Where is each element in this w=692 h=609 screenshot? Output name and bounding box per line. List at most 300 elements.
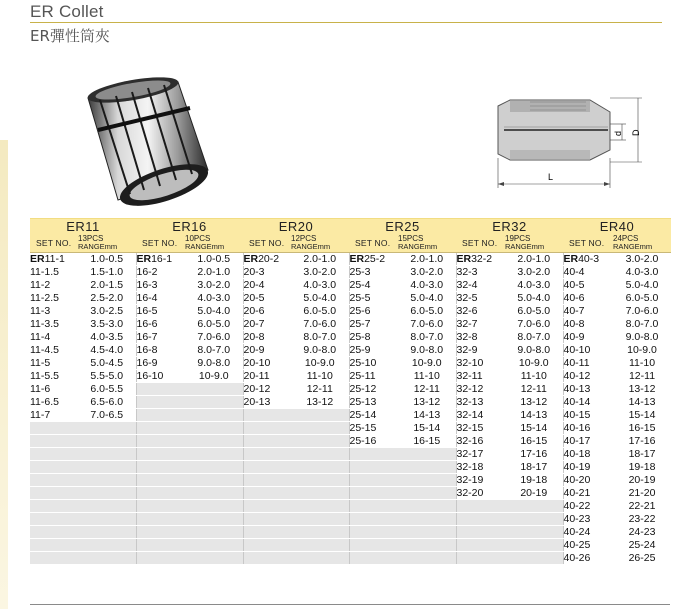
set-number-cell: 20-8 <box>243 331 291 344</box>
set-number-cell: 25-8 <box>349 331 398 344</box>
set-number-cell: 11-1.5 <box>30 266 78 279</box>
empty-cell <box>291 500 349 513</box>
range-cell: 7.0-6.0 <box>398 318 456 331</box>
range-unit-label: RANGEmm <box>398 242 438 252</box>
set-number-cell: 25-11 <box>349 370 398 383</box>
set-number-cell: 32-20 <box>456 487 505 500</box>
group-header-er40: ER40 <box>563 219 671 235</box>
set-number-cell: 11-3.5 <box>30 318 78 331</box>
empty-cell <box>349 513 398 526</box>
set-number-cell: 16-8 <box>136 344 185 357</box>
set-number-cell: 25-12 <box>349 383 398 396</box>
set-number-cell: 20-6 <box>243 305 291 318</box>
empty-cell <box>136 526 185 539</box>
empty-cell <box>243 552 291 565</box>
range-cell: 15-14 <box>505 422 563 435</box>
set-number-cell: 16-4 <box>136 292 185 305</box>
range-cell: 26-25 <box>613 552 671 565</box>
range-cell: 15-14 <box>398 422 456 435</box>
range-cell: 3.0-2.0 <box>185 279 243 292</box>
empty-cell <box>136 474 185 487</box>
range-cell: 23-22 <box>613 513 671 526</box>
empty-cell <box>243 539 291 552</box>
set-number-cell: 25-15 <box>349 422 398 435</box>
set-no-header: SET NO. <box>456 235 505 253</box>
empty-cell <box>136 513 185 526</box>
range-cell: 4.0-3.5 <box>78 331 136 344</box>
range-unit-label: RANGEmm <box>291 242 331 252</box>
empty-cell <box>243 526 291 539</box>
pcs-count: 24PCS <box>613 234 639 244</box>
table-row <box>30 539 671 552</box>
set-number-cell: 40-15 <box>563 409 613 422</box>
set-number-cell: 32-4 <box>456 279 505 292</box>
empty-cell <box>30 461 78 474</box>
range-cell: 2.5-2.0 <box>78 292 136 305</box>
range-cell: 7.0-6.0 <box>505 318 563 331</box>
empty-cell <box>78 474 136 487</box>
empty-cell <box>30 474 78 487</box>
range-cell: 5.0-4.0 <box>613 279 671 292</box>
set-number-cell: 32-15 <box>456 422 505 435</box>
set-number-cell: 16-2 <box>136 266 185 279</box>
collet-dimension-diagram <box>490 88 680 198</box>
set-number-cell: 40-25 <box>563 539 613 552</box>
empty-cell <box>456 500 505 513</box>
set-number-cell: 20-4 <box>243 279 291 292</box>
range-cell: 10-9.0 <box>185 370 243 383</box>
range-cell: 19-18 <box>613 461 671 474</box>
set-prefix: ER <box>243 253 259 265</box>
empty-cell <box>30 487 78 500</box>
set-number-cell: 11-4.5 <box>30 344 78 357</box>
set-number-cell: 32-13 <box>456 396 505 409</box>
empty-cell <box>185 422 243 435</box>
pcs-count: 15PCS <box>398 234 424 244</box>
set-prefix: ER <box>30 253 45 265</box>
pcs-count: 12PCS <box>291 234 317 244</box>
empty-cell <box>349 474 398 487</box>
empty-cell <box>291 552 349 565</box>
set-number-cell: 16-3 <box>136 279 185 292</box>
set-number-cell: 40-16 <box>563 422 613 435</box>
set-number-cell: 20-3 <box>243 266 291 279</box>
range-header <box>613 235 671 253</box>
range-cell: 5.0-4.0 <box>291 292 349 305</box>
range-cell: 16-15 <box>398 435 456 448</box>
empty-cell <box>30 448 78 461</box>
set-number-cell: 16-7 <box>136 331 185 344</box>
range-cell: 13-12 <box>398 396 456 409</box>
table-row <box>30 305 671 318</box>
empty-cell <box>185 448 243 461</box>
range-cell: 16-15 <box>505 435 563 448</box>
empty-cell <box>136 422 185 435</box>
empty-cell <box>185 396 243 409</box>
empty-cell <box>185 513 243 526</box>
range-cell: 4.0-3.0 <box>185 292 243 305</box>
set-number-cell: ER11-1 <box>30 253 78 266</box>
range-cell: 8.0-7.0 <box>505 331 563 344</box>
table-row <box>30 409 671 422</box>
empty-cell <box>78 513 136 526</box>
range-cell: 11-10 <box>291 370 349 383</box>
set-number-cell: 20-9 <box>243 344 291 357</box>
empty-cell <box>349 526 398 539</box>
set-number-cell: 11-6.5 <box>30 396 78 409</box>
empty-cell <box>398 448 456 461</box>
range-cell: 5.5-5.0 <box>78 370 136 383</box>
range-cell: 13-12 <box>291 396 349 409</box>
empty-cell <box>243 435 291 448</box>
range-cell: 17-16 <box>613 435 671 448</box>
empty-cell <box>185 539 243 552</box>
empty-cell <box>78 526 136 539</box>
empty-cell <box>291 422 349 435</box>
range-cell: 8.0-7.0 <box>398 331 456 344</box>
range-cell: 4.0-3.0 <box>505 279 563 292</box>
range-cell: 14-13 <box>613 396 671 409</box>
range-cell: 6.0-5.5 <box>78 383 136 396</box>
set-prefix: ER <box>456 253 472 265</box>
range-cell: 12-11 <box>398 383 456 396</box>
table-row <box>30 318 671 331</box>
empty-cell <box>136 396 185 409</box>
set-number-cell: 40-13 <box>563 383 613 396</box>
table-row <box>30 461 671 474</box>
empty-cell <box>243 409 291 422</box>
empty-cell <box>185 526 243 539</box>
range-cell: 2.0-1.5 <box>78 279 136 292</box>
range-cell: 12-11 <box>291 383 349 396</box>
empty-cell <box>291 474 349 487</box>
empty-cell <box>30 513 78 526</box>
empty-cell <box>185 474 243 487</box>
range-cell: 5.0-4.0 <box>185 305 243 318</box>
range-cell: 13-12 <box>613 383 671 396</box>
range-cell: 12-11 <box>613 370 671 383</box>
set-number-cell: 20-10 <box>243 357 291 370</box>
range-cell: 2.0-1.0 <box>505 253 563 266</box>
empty-cell <box>243 422 291 435</box>
empty-cell <box>78 539 136 552</box>
table-row <box>30 552 671 565</box>
set-number-cell: 25-14 <box>349 409 398 422</box>
set-number-cell: 11-2 <box>30 279 78 292</box>
set-number-cell: 25-16 <box>349 435 398 448</box>
range-cell: 4.0-3.0 <box>291 279 349 292</box>
range-cell: 12-11 <box>505 383 563 396</box>
empty-cell <box>185 487 243 500</box>
set-number-cell: 40-14 <box>563 396 613 409</box>
range-cell: 10-9.0 <box>613 344 671 357</box>
pcs-count: 10PCS <box>185 234 211 244</box>
empty-cell <box>291 487 349 500</box>
empty-cell <box>398 461 456 474</box>
set-number-cell: 11-3 <box>30 305 78 318</box>
empty-cell <box>78 422 136 435</box>
group-header-er16: ER16 <box>136 219 243 235</box>
range-cell: 6.0-5.0 <box>398 305 456 318</box>
range-cell: 11-10 <box>398 370 456 383</box>
empty-cell <box>291 448 349 461</box>
table-row <box>30 279 671 292</box>
set-number-cell: 20-11 <box>243 370 291 383</box>
set-number-cell: 40-20 <box>563 474 613 487</box>
table-row <box>30 357 671 370</box>
range-cell: 22-21 <box>613 500 671 513</box>
range-cell: 2.0-1.0 <box>185 266 243 279</box>
set-number-cell: 25-10 <box>349 357 398 370</box>
empty-cell <box>185 409 243 422</box>
range-cell: 18-17 <box>505 461 563 474</box>
empty-cell <box>136 539 185 552</box>
empty-cell <box>78 552 136 565</box>
range-header <box>505 235 563 253</box>
set-number-cell: 16-10 <box>136 370 185 383</box>
set-number-cell: 40-11 <box>563 357 613 370</box>
collet-photo <box>78 70 228 210</box>
range-cell: 3.5-3.0 <box>78 318 136 331</box>
set-number-cell: 32-8 <box>456 331 505 344</box>
range-cell: 9.0-8.0 <box>398 344 456 357</box>
dim-D-label: D <box>631 129 641 136</box>
set-number-cell: 32-12 <box>456 383 505 396</box>
set-number-cell: 32-3 <box>456 266 505 279</box>
set-number-cell: ER20-2 <box>243 253 291 266</box>
group-header-er25: ER25 <box>349 219 456 235</box>
empty-cell <box>136 461 185 474</box>
range-cell: 1.0-0.5 <box>78 253 136 266</box>
range-cell: 6.0-5.0 <box>613 292 671 305</box>
set-no-header: SET NO. <box>136 235 185 253</box>
set-number-cell: 11-7 <box>30 409 78 422</box>
range-cell: 3.0-2.0 <box>613 253 671 266</box>
range-cell: 6.0-5.0 <box>505 305 563 318</box>
range-cell: 3.0-2.0 <box>398 266 456 279</box>
empty-cell <box>349 487 398 500</box>
range-cell: 20-19 <box>613 474 671 487</box>
set-prefix: ER <box>563 253 579 265</box>
range-cell: 14-13 <box>398 409 456 422</box>
empty-cell <box>291 539 349 552</box>
range-cell: 9.0-8.0 <box>291 344 349 357</box>
range-cell: 10-9.0 <box>398 357 456 370</box>
range-cell: 9.0-8.0 <box>505 344 563 357</box>
set-number-cell: 25-4 <box>349 279 398 292</box>
set-number-cell: 40-21 <box>563 487 613 500</box>
set-number-cell: 20-13 <box>243 396 291 409</box>
range-cell: 25-24 <box>613 539 671 552</box>
empty-cell <box>398 539 456 552</box>
range-cell: 2.0-1.0 <box>291 253 349 266</box>
empty-cell <box>30 552 78 565</box>
empty-cell <box>136 409 185 422</box>
empty-cell <box>185 435 243 448</box>
set-number-cell: ER32-2 <box>456 253 505 266</box>
empty-cell <box>136 500 185 513</box>
empty-cell <box>505 526 563 539</box>
range-cell: 3.0-2.0 <box>291 266 349 279</box>
set-number-cell: 25-5 <box>349 292 398 305</box>
empty-cell <box>30 526 78 539</box>
range-cell: 9.0-8.0 <box>185 357 243 370</box>
set-number-cell: 32-18 <box>456 461 505 474</box>
range-cell: 8.0-7.0 <box>185 344 243 357</box>
empty-cell <box>349 500 398 513</box>
range-cell: 6.5-6.0 <box>78 396 136 409</box>
empty-cell <box>456 526 505 539</box>
range-cell: 8.0-7.0 <box>291 331 349 344</box>
range-cell: 6.0-5.0 <box>185 318 243 331</box>
empty-cell <box>505 513 563 526</box>
set-number-cell: 32-7 <box>456 318 505 331</box>
empty-cell <box>291 526 349 539</box>
empty-cell <box>30 422 78 435</box>
empty-cell <box>185 500 243 513</box>
set-prefix: ER <box>136 253 152 265</box>
table-row <box>30 253 671 266</box>
range-cell: 15-14 <box>613 409 671 422</box>
range-cell: 4.0-3.0 <box>613 266 671 279</box>
set-no-header: SET NO. <box>30 235 78 253</box>
table-row <box>30 344 671 357</box>
set-number-cell: 20-12 <box>243 383 291 396</box>
range-cell: 17-16 <box>505 448 563 461</box>
range-cell: 5.0-4.0 <box>505 292 563 305</box>
range-unit-label: RANGEmm <box>505 242 545 252</box>
empty-cell <box>291 435 349 448</box>
set-number-cell: 25-13 <box>349 396 398 409</box>
empty-cell <box>136 552 185 565</box>
table-row <box>30 396 671 409</box>
set-number-cell: 16-5 <box>136 305 185 318</box>
range-cell: 1.5-1.0 <box>78 266 136 279</box>
empty-cell <box>398 552 456 565</box>
set-number-cell: 11-4 <box>30 331 78 344</box>
collet-spec-table <box>30 218 671 565</box>
title-divider <box>30 22 662 23</box>
set-no-header: SET NO. <box>243 235 291 253</box>
group-header-er32: ER32 <box>456 219 563 235</box>
set-number-cell: 32-6 <box>456 305 505 318</box>
empty-cell <box>398 487 456 500</box>
range-cell: 2.0-1.0 <box>398 253 456 266</box>
set-number-cell: 40-22 <box>563 500 613 513</box>
page-subtitle: ER彈性筒夾 <box>30 27 110 45</box>
range-cell: 11-10 <box>505 370 563 383</box>
set-number-cell: 32-16 <box>456 435 505 448</box>
table-row <box>30 266 671 279</box>
left-accent-bar <box>0 140 8 609</box>
set-number-cell: 16-6 <box>136 318 185 331</box>
set-number-cell: 20-7 <box>243 318 291 331</box>
table-row <box>30 513 671 526</box>
empty-cell <box>349 552 398 565</box>
table-row <box>30 370 671 383</box>
empty-cell <box>243 448 291 461</box>
pcs-count: 19PCS <box>505 234 531 244</box>
set-number-cell: 32-17 <box>456 448 505 461</box>
range-header <box>398 235 456 253</box>
empty-cell <box>243 500 291 513</box>
empty-cell <box>78 435 136 448</box>
empty-cell <box>185 383 243 396</box>
table-row <box>30 383 671 396</box>
range-cell: 14-13 <box>505 409 563 422</box>
empty-cell <box>349 448 398 461</box>
empty-cell <box>136 487 185 500</box>
set-number-cell: ER25-2 <box>349 253 398 266</box>
range-cell: 5.0-4.0 <box>398 292 456 305</box>
set-number-cell: 40-17 <box>563 435 613 448</box>
range-cell: 16-15 <box>613 422 671 435</box>
table-row <box>30 435 671 448</box>
empty-cell <box>456 513 505 526</box>
set-number-cell: 32-19 <box>456 474 505 487</box>
empty-cell <box>291 513 349 526</box>
set-number-cell: 25-7 <box>349 318 398 331</box>
empty-cell <box>398 513 456 526</box>
table-row <box>30 487 671 500</box>
set-number-cell: 40-8 <box>563 318 613 331</box>
set-number-cell: 25-3 <box>349 266 398 279</box>
set-number-cell: ER40-3 <box>563 253 613 266</box>
set-number-cell: 32-14 <box>456 409 505 422</box>
range-unit-label: RANGEmm <box>613 242 653 252</box>
empty-cell <box>185 461 243 474</box>
table-row <box>30 292 671 305</box>
set-number-cell: 40-5 <box>563 279 613 292</box>
page-title: ER Collet <box>30 2 104 21</box>
set-number-cell: 40-26 <box>563 552 613 565</box>
dim-d-label: d <box>613 130 623 136</box>
range-cell: 5.0-4.5 <box>78 357 136 370</box>
set-number-cell: 40-6 <box>563 292 613 305</box>
empty-cell <box>349 461 398 474</box>
table-bottom-rule <box>30 604 670 605</box>
set-number-cell: 40-24 <box>563 526 613 539</box>
table-row <box>30 474 671 487</box>
table-row <box>30 331 671 344</box>
range-cell: 7.0-6.0 <box>291 318 349 331</box>
empty-cell <box>136 448 185 461</box>
set-number-cell: 40-19 <box>563 461 613 474</box>
empty-cell <box>291 461 349 474</box>
empty-cell <box>78 461 136 474</box>
empty-cell <box>78 500 136 513</box>
set-number-cell: 40-9 <box>563 331 613 344</box>
range-cell: 21-20 <box>613 487 671 500</box>
empty-cell <box>291 409 349 422</box>
range-cell: 6.0-5.0 <box>291 305 349 318</box>
empty-cell <box>243 461 291 474</box>
empty-cell <box>505 552 563 565</box>
empty-cell <box>398 526 456 539</box>
set-number-cell: 11-5 <box>30 357 78 370</box>
set-number-cell: 32-9 <box>456 344 505 357</box>
empty-cell <box>349 539 398 552</box>
set-number-cell: 32-10 <box>456 357 505 370</box>
set-no-header: SET NO. <box>349 235 398 253</box>
range-unit-label: RANGEmm <box>185 242 225 252</box>
range-unit-label: RANGEmm <box>78 242 118 252</box>
set-number-cell: 40-7 <box>563 305 613 318</box>
empty-cell <box>505 500 563 513</box>
set-number-cell: 40-12 <box>563 370 613 383</box>
range-cell: 4.0-3.0 <box>398 279 456 292</box>
empty-cell <box>398 500 456 513</box>
